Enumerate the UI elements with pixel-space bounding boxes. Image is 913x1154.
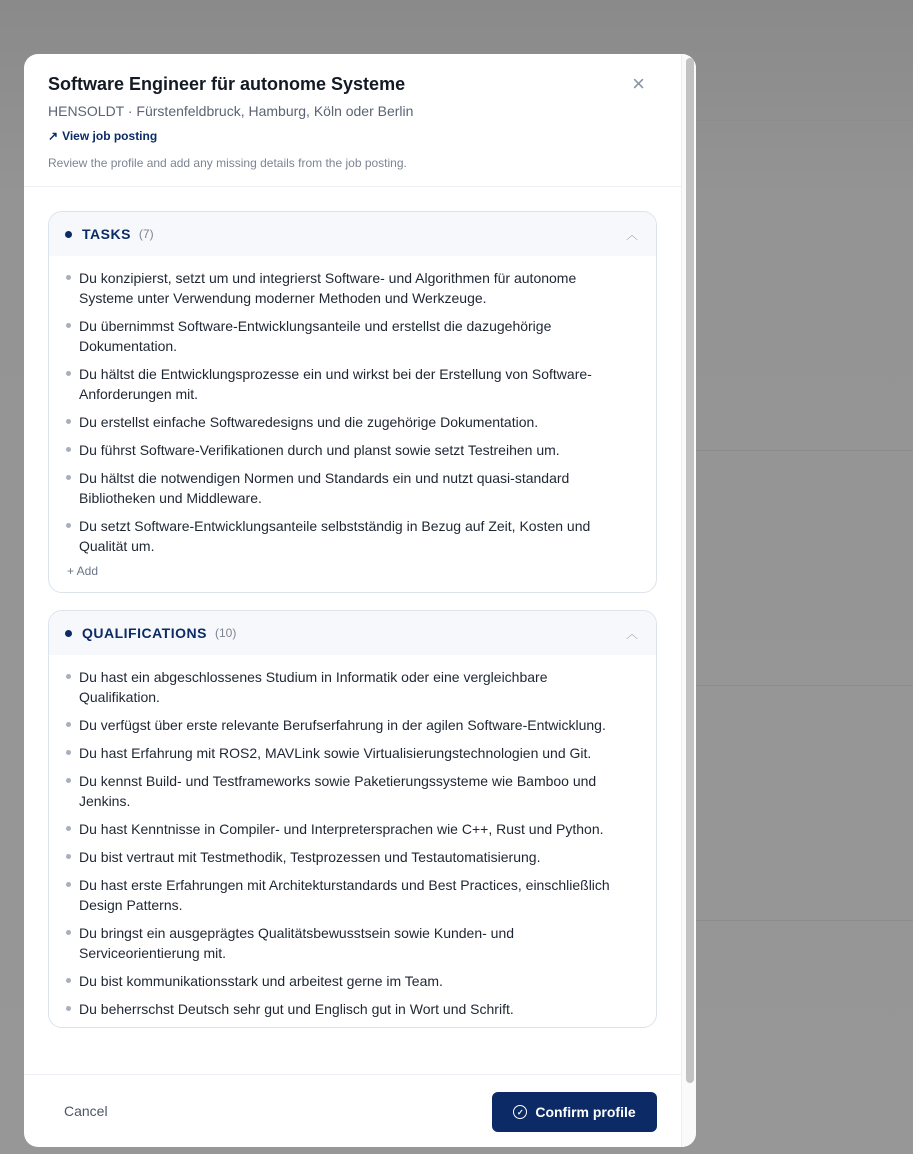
tasks-header[interactable] — [49, 212, 656, 256]
instruction-text: Review the profile and add any missing details from the job posting. — [48, 156, 407, 170]
add-task-button[interactable]: + Add — [67, 564, 99, 578]
section-count: (7) — [138, 227, 154, 241]
list-item[interactable]: Du hältst die notwendigen Normen und Standards ein und nutzt quasi-standard Bibliotheken und Middleware. — [65, 468, 626, 508]
divider — [696, 450, 913, 451]
section-title: QUALIFICATIONS — [82, 625, 207, 641]
divider — [696, 920, 913, 921]
confirm-profile-dialog — [24, 54, 696, 1147]
list-item[interactable]: Du hast Kenntnisse in Compiler- und Interpretersprachen wie C++, Rust und Python. — [65, 819, 626, 839]
dialog-footer — [24, 1074, 681, 1147]
scrollbar-thumb[interactable] — [686, 58, 694, 1083]
tasks-list — [49, 256, 656, 556]
company-location: HENSOLDT · Fürstenfeldbruck, Hamburg, Köln oder Berlin — [48, 103, 414, 119]
job-title: Software Engineer für autonome Systeme — [48, 74, 406, 94]
list-item[interactable]: Du beherrschst Deutsch sehr gut und Englisch gut in Wort und Schrift. — [65, 999, 626, 1019]
dialog-header — [24, 54, 681, 187]
external-link-icon: ↗ — [48, 129, 59, 143]
chevron-up-icon[interactable]: ︿ — [625, 627, 638, 641]
section-title: TASKS — [82, 226, 131, 242]
qualifications-section — [48, 610, 657, 1028]
section-count: (10) — [214, 626, 237, 640]
list-item[interactable]: Du verfügst über erste relevante Berufserfahrung in der agilen Software-Entwicklung. — [65, 715, 626, 735]
link-label: View job posting — [62, 129, 158, 143]
list-item[interactable]: Du erstellst einfache Softwaredesigns und die zugehörige Dokumentation. — [65, 412, 626, 432]
qualifications-header[interactable] — [49, 611, 656, 655]
button-label: Confirm profile — [535, 1104, 636, 1120]
view-job-posting-link[interactable] — [48, 129, 657, 143]
list-item[interactable]: Du setzt Software-Entwicklungsanteile selbstständig in Bezug auf Zeit, Kosten und Qualität um. — [65, 516, 626, 556]
list-item[interactable]: Du hast erste Erfahrungen mit Architekturstandards und Best Practices, einschließlich Design Patterns. — [65, 875, 626, 915]
list-item[interactable]: Du bist vertraut mit Testmethodik, Testprozessen und Testautomatisierung. — [65, 847, 626, 867]
list-item[interactable]: Du kennst Build- und Testframeworks sowie Paketierungssysteme wie Bamboo und Jenkins. — [65, 771, 626, 811]
list-item[interactable]: Du hast Erfahrung mit ROS2, MAVLink sowie Virtualisierungstechnologien und Git. — [65, 743, 626, 763]
bullet-dot-icon — [65, 231, 72, 238]
list-item[interactable]: Du bringst ein ausgeprägtes Qualitätsbewusstsein sowie Kunden- und Serviceorientierung mit. — [65, 923, 626, 963]
list-item[interactable]: Du übernimmst Software-Entwicklungsanteile und erstellst die dazugehörige Dokumentation. — [65, 316, 626, 356]
list-item[interactable]: Du bist kommunikationsstark und arbeitest gerne im Team. — [65, 971, 626, 991]
divider — [696, 120, 913, 121]
cancel-button[interactable]: Cancel — [64, 1103, 108, 1119]
divider — [696, 685, 913, 686]
dialog-body — [24, 187, 681, 1074]
list-item[interactable]: Du konzipierst, setzt um und integrierst Software- und Algorithmen für autonome Systeme unter Verwendung moderner Methoden und Werkzeuge. — [65, 268, 626, 308]
scrollbar[interactable] — [681, 54, 696, 1147]
check-circle-icon: ✓ — [513, 1105, 527, 1119]
bullet-dot-icon — [65, 630, 72, 637]
tasks-section — [48, 211, 657, 593]
divider — [696, 70, 913, 71]
close-icon[interactable]: × — [632, 71, 645, 96]
list-item[interactable]: Du hältst die Entwicklungsprozesse ein und wirkst bei der Erstellung von Software-Anforderungen mit. — [65, 364, 626, 404]
chevron-up-icon[interactable]: ︿ — [625, 228, 638, 242]
list-item[interactable]: Du hast ein abgeschlossenes Studium in Informatik oder eine vergleichbare Qualifikation. — [65, 667, 626, 707]
qualifications-list — [49, 655, 656, 1019]
list-item[interactable]: Du führst Software-Verifikationen durch und planst sowie setzt Testreihen um. — [65, 440, 626, 460]
confirm-profile-button[interactable] — [492, 1092, 657, 1132]
